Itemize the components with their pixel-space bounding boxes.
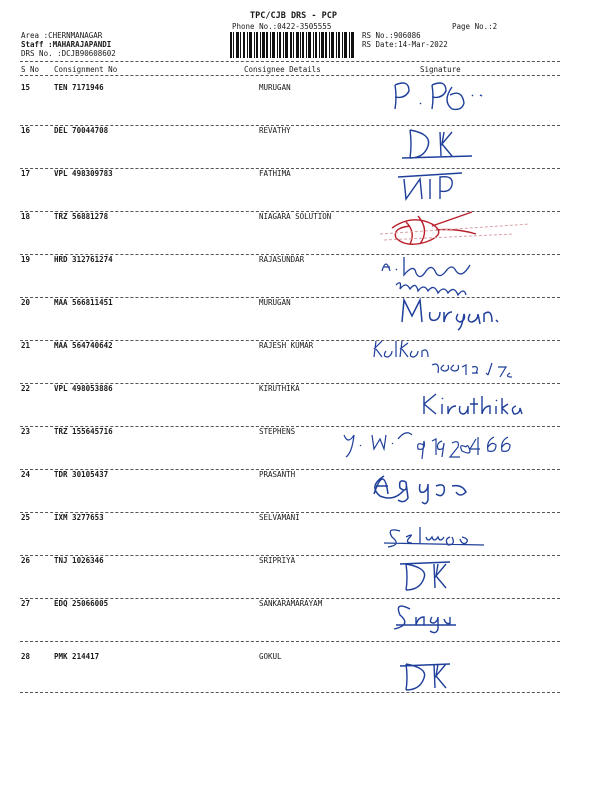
barcode-image <box>230 32 354 58</box>
row-consignee: SRIPRIYA <box>259 556 296 565</box>
row-sno: 20 <box>21 298 31 307</box>
row-consignment: IXM 3277653 <box>54 513 104 522</box>
row-sno: 21 <box>21 341 31 350</box>
row-consignment: TNJ 1026346 <box>54 556 104 565</box>
row-sno: 17 <box>21 169 31 178</box>
row-consignee: RAJESH KUMAR <box>259 341 314 350</box>
row-consignee: KIRUTHIKA <box>259 384 300 393</box>
row-divider <box>20 641 560 642</box>
signature-image <box>340 591 570 641</box>
row-consignment: VPL 498309783 <box>54 169 113 178</box>
row-consignment: DEL 70044708 <box>54 126 109 135</box>
column-sno: S No <box>21 65 40 74</box>
column-signature: Signature <box>420 65 461 74</box>
row-sno: 16 <box>21 126 31 135</box>
row-consignee: SANKARAMARAYAM <box>259 599 323 608</box>
row-consignment: EDQ 25066005 <box>54 599 109 608</box>
row-consignee: FATHIMA <box>259 169 291 178</box>
column-consignment: Consignment No <box>54 65 118 74</box>
row-consignee: RAJASUNDAR <box>259 255 305 264</box>
row-consignment: MAA 566811451 <box>54 298 113 307</box>
row-sno: 19 <box>21 255 31 264</box>
row-consignee: PRASANTH <box>259 470 296 479</box>
table-row <box>0 599 600 649</box>
staff-label: Staff :MAHARAJAPANDI <box>21 40 112 49</box>
document-title: TPC/CJB DRS - PCP <box>250 11 337 21</box>
row-consignment: HRD 312761274 <box>54 255 113 264</box>
row-consignment: VPL 498053886 <box>54 384 113 393</box>
row-consignee: MURUGAN <box>259 83 291 92</box>
phone-number: Phone No.:0422-3505555 <box>232 22 332 31</box>
row-sno: 26 <box>21 556 31 565</box>
row-sno: 28 <box>21 652 31 661</box>
row-sno: 18 <box>21 212 31 221</box>
page-number: Page No.:2 <box>452 22 498 31</box>
row-consignee: STEPHENS <box>259 427 296 436</box>
row-consignee: GOKUL <box>259 652 282 661</box>
row-consignment: TRZ 56881278 <box>54 212 109 221</box>
table-row <box>0 652 600 702</box>
row-sno: 15 <box>21 83 31 92</box>
column-consignee: Consignee Details <box>244 65 321 74</box>
row-consignee: MURUGAN <box>259 298 291 307</box>
row-sno: 23 <box>21 427 31 436</box>
row-consignment: PMK 214417 <box>54 652 100 661</box>
row-consignment: TEN 7171946 <box>54 83 104 92</box>
row-consignee: SELVAMANI <box>259 513 300 522</box>
row-consignee: REVATHY <box>259 126 291 135</box>
row-sno: 27 <box>21 599 31 608</box>
header-top-rule <box>20 61 560 62</box>
row-consignee: NIAGARA SOLUTION <box>259 212 332 221</box>
drs-number: DRS No. :DCJB90608602 <box>21 49 116 58</box>
rs-date: RS Date:14-Mar-2022 <box>362 40 448 49</box>
row-consignment: MAA 564740642 <box>54 341 113 350</box>
row-divider <box>20 692 560 693</box>
row-sno: 25 <box>21 513 31 522</box>
signature-image <box>340 644 570 694</box>
row-consignment: TRZ 155645716 <box>54 427 113 436</box>
area-label: Area :CHERNMANAGAR <box>21 31 103 40</box>
rs-number: RS No.:906086 <box>362 31 421 40</box>
row-sno: 24 <box>21 470 31 479</box>
row-sno: 22 <box>21 384 31 393</box>
row-consignment: TDR 30105437 <box>54 470 109 479</box>
